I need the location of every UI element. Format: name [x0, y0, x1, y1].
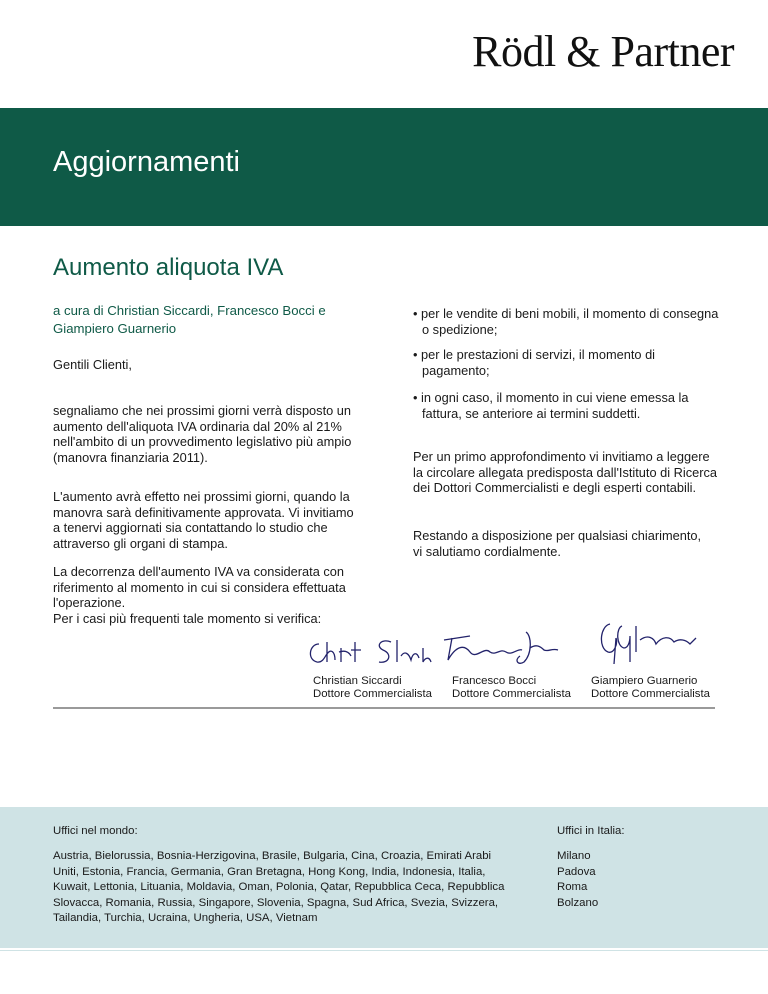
italy-offices-list — [557, 849, 598, 911]
signatory-name: Christian Siccardi — [313, 675, 402, 687]
footer-rule — [0, 950, 768, 951]
bullet-line: fattura, se anteriore ai termini suddetti. — [422, 405, 641, 421]
office-city: Padova — [557, 865, 596, 878]
bullet-line: o spedizione; — [422, 321, 498, 337]
paragraph-line: Per i casi più frequenti tale momento si verifica: — [53, 610, 322, 626]
paragraph-intro — [53, 403, 351, 465]
signatory-title: Dottore Commercialista — [313, 688, 433, 700]
offices-line: Kuwait, Lettonia, Lituania, Moldavia, Oman, Polonia, Qatar, Repubblica Ceca, Repubblica — [53, 881, 505, 894]
bullet-line: • per le prestazioni di servizi, il momento di — [413, 347, 656, 362]
paragraph-circolare — [413, 449, 717, 496]
office-city: Roma — [557, 881, 588, 894]
world-offices-heading: Uffici nel mondo: — [53, 825, 138, 837]
paragraph-line: L'aumento avrà effetto nei prossimi giorni, quando la — [53, 489, 350, 504]
signatory — [313, 675, 432, 701]
header-banner — [0, 108, 768, 226]
signature-siccardi — [305, 632, 435, 672]
paragraph-line: aumento dell'aliquota IVA ordinaria dal 20% al 21% — [53, 418, 342, 434]
offices-line: Austria, Bielorussia, Bosnia-Herzigovina, Brasile, Bulgaria, Cina, Croazia, Emirati Arabi — [53, 850, 492, 862]
paragraph-line: Per un primo approfondimento vi invitiamo a leggere — [413, 449, 710, 464]
world-offices-list — [53, 849, 504, 927]
signatory — [591, 675, 710, 701]
bullet-item — [413, 347, 733, 378]
paragraph-line: segnaliamo che nei prossimi giorni verrà disposto un — [53, 403, 352, 418]
offices-line: Slovacca, Romania, Russia, Singapore, Slovenia, Spagna, Sud Africa, Svezia, Svizzera, — [53, 896, 499, 909]
bullet-line: • in ogni caso, il momento in cui viene emessa la — [413, 390, 689, 405]
paragraph-line: manovra sarà definitivamente approvata. Vi invitiamo — [53, 504, 354, 520]
paragraph-line: nell'ambito di un provvedimento legislativo più ampio — [53, 434, 352, 449]
italy-offices-heading: Uffici in Italia: — [557, 825, 625, 837]
paragraph-line: Restando a disposizione per qualsiasi chiarimento, — [413, 528, 702, 543]
bullet-line: • per le vendite di beni mobili, il momento di consegna — [413, 306, 719, 321]
offices-line: Uniti, Estonia, Francia, Germania, Gran Bretagna, Hong Kong, India, Indonesia, Italia, — [53, 865, 486, 878]
paragraph-line: a tenervi aggiornati sia contattando lo studio che — [53, 520, 328, 535]
signature-guarnerio — [592, 618, 702, 668]
signatory-name: Giampiero Guarnerio — [591, 675, 698, 687]
signature-bocci — [440, 626, 565, 672]
bullet-item — [413, 390, 733, 421]
paragraph-line: vi salutiamo cordialmente. — [413, 543, 561, 559]
greeting: Gentili Clienti, — [53, 357, 132, 372]
paragraph-line: l'operazione. — [53, 595, 126, 610]
paragraph-line: La decorrenza dell'aumento IVA va considerata con — [53, 564, 345, 579]
article-authors: a cura di Christian Siccardi, Francesco Bocci e Giampiero Guarnerio — [53, 303, 326, 336]
paragraph-line: la circolare allegata predisposta dall'Istituto di Ricerca — [413, 464, 718, 480]
banner-title: Aggiornamenti — [53, 146, 240, 178]
bullet-line: pagamento; — [422, 362, 490, 378]
paragraph-line: (manovra finanziaria 2011). — [53, 449, 208, 465]
office-city: Bolzano — [557, 896, 599, 909]
article-headline: Aumento aliquota IVA — [53, 254, 284, 281]
signatory — [452, 675, 571, 701]
company-logo: Rödl & Partner — [472, 27, 734, 76]
paragraph-line: attraverso gli organi di stampa. — [53, 535, 228, 551]
bullet-item — [413, 306, 733, 337]
paragraph-line: riferimento al momento in cui si considera effettuata — [53, 579, 346, 595]
signatory-title: Dottore Commercialista — [591, 688, 711, 700]
office-city: Milano — [557, 850, 591, 862]
paragraph-closing — [413, 528, 701, 559]
offices-line: Tailandia, Turchia, Ucraina, Ungheria, USA, Vietnam — [53, 912, 318, 925]
signatory-title: Dottore Commercialista — [452, 688, 572, 700]
signatory-name: Francesco Bocci — [452, 675, 537, 687]
paragraph-line: dei Dottori Commercialisti e degli esperti contabili. — [413, 480, 697, 495]
section-divider — [53, 707, 715, 709]
paragraph-effect — [53, 489, 354, 551]
paragraph-decorrenza — [53, 564, 346, 626]
footer-rule — [0, 806, 768, 807]
